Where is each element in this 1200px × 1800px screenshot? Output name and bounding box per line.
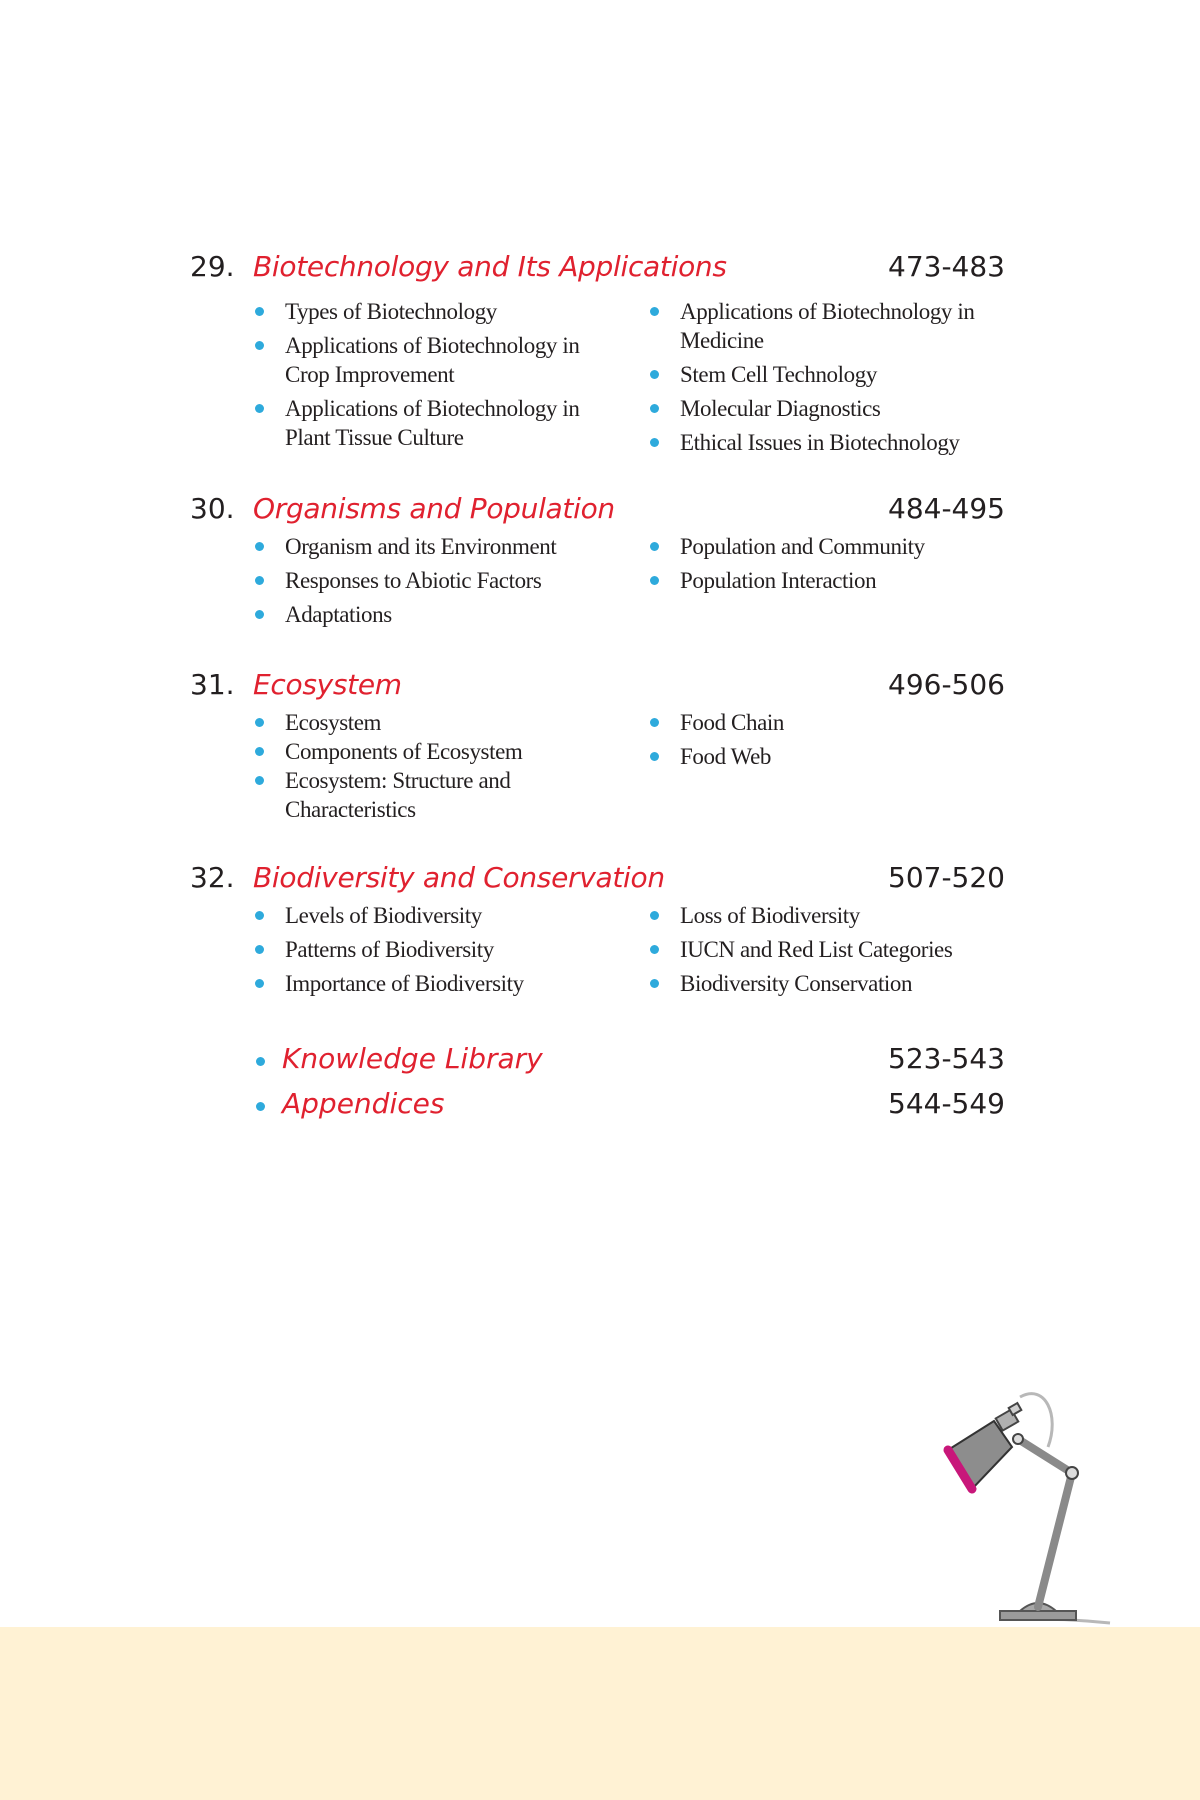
- topic-label: Food Web: [680, 744, 772, 769]
- topic-label: Levels of Biodiversity: [285, 903, 482, 928]
- bullet-icon: [255, 911, 264, 920]
- topic-item: [253, 600, 613, 629]
- entry-pages: 523-543: [888, 1042, 1005, 1075]
- toc-entry-appendices[interactable]: [0, 1087, 1200, 1127]
- topic-label: Applications of Biotechnology in Crop Improvement: [285, 333, 580, 387]
- topic-label: Applications of Biotechnology in Plant Tissue Culture: [285, 396, 580, 450]
- chapter-number: 29.: [190, 250, 235, 283]
- chapter-title[interactable]: Biodiversity and Conservation: [253, 861, 665, 894]
- toc-entry-knowledge-library[interactable]: [0, 1042, 1200, 1082]
- bullet-icon: [650, 370, 659, 379]
- chapter-heading: [0, 492, 1200, 536]
- bullet-icon: [255, 610, 264, 619]
- chapter-pages: 496-506: [888, 668, 1005, 701]
- bullet-icon: [256, 1102, 265, 1111]
- topic-item: [648, 742, 1008, 771]
- topic-item: [253, 532, 613, 561]
- topic-item: [253, 331, 613, 389]
- topic-item: [648, 708, 1008, 737]
- topic-label: Stem Cell Technology: [680, 362, 877, 387]
- topic-label: Adaptations: [285, 602, 392, 627]
- topic-list-left: [253, 532, 613, 629]
- topic-item: [648, 360, 1008, 389]
- topic-list-left: [253, 297, 613, 452]
- topic-label: Ecosystem: Structure and Characteristics: [285, 768, 511, 822]
- topic-label: Organism and its Environment: [285, 534, 557, 559]
- bullet-icon: [650, 307, 659, 316]
- bullet-icon: [255, 307, 264, 316]
- chapter-title[interactable]: Organisms and Population: [253, 492, 615, 525]
- chapter-pages: 507-520: [888, 861, 1005, 894]
- footer-band: [0, 1627, 1200, 1800]
- bullet-icon: [255, 979, 264, 988]
- topic-list-right: [648, 708, 1008, 771]
- topic-label: Molecular Diagnostics: [680, 396, 881, 421]
- topic-item: [253, 394, 613, 452]
- topic-label: Population Interaction: [680, 568, 877, 593]
- topic-item: [648, 901, 1008, 930]
- bullet-icon: [650, 542, 659, 551]
- chapter-title[interactable]: Ecosystem: [253, 668, 402, 701]
- chapter-number: 32.: [190, 861, 235, 894]
- chapter-pages: 473-483: [888, 250, 1005, 283]
- topic-label: Types of Biotechnology: [285, 299, 497, 324]
- topic-list-right: [648, 532, 1008, 595]
- bullet-icon: [255, 341, 264, 350]
- topic-label: Population and Community: [680, 534, 925, 559]
- topic-item: [253, 766, 613, 824]
- topic-list-right: [648, 901, 1008, 998]
- bullet-icon: [255, 542, 264, 551]
- topic-item: [648, 935, 1008, 964]
- topic-label: Ecosystem: [285, 710, 382, 735]
- desk-lamp-icon: [930, 1385, 1120, 1625]
- topic-label: Ethical Issues in Biotechnology: [680, 430, 960, 455]
- topic-label: Loss of Biodiversity: [680, 903, 860, 928]
- topic-item: [648, 297, 1008, 355]
- topic-list-left: [253, 708, 613, 824]
- bullet-icon: [256, 1057, 265, 1066]
- bullet-icon: [255, 404, 264, 413]
- topic-label: Food Chain: [680, 710, 784, 735]
- topic-item: [648, 969, 1008, 998]
- bullet-icon: [255, 747, 264, 756]
- topic-label: Components of Ecosystem: [285, 739, 523, 764]
- chapter-title[interactable]: Biotechnology and Its Applications: [253, 250, 727, 283]
- topic-label: Applications of Biotechnology in Medicine: [680, 299, 975, 353]
- entry-pages: 544-549: [888, 1087, 1005, 1120]
- topic-label: Responses to Abiotic Factors: [285, 568, 542, 593]
- chapter-heading: [0, 668, 1200, 712]
- entry-label: Knowledge Library: [282, 1042, 543, 1075]
- topic-item: [253, 737, 613, 766]
- topic-label: Importance of Biodiversity: [285, 971, 524, 996]
- topic-list-right: [648, 297, 1008, 457]
- topic-item: [253, 708, 613, 737]
- bullet-icon: [255, 718, 264, 727]
- topic-item: [253, 969, 613, 998]
- topic-label: Patterns of Biodiversity: [285, 937, 494, 962]
- bullet-icon: [255, 776, 264, 785]
- bullet-icon: [650, 979, 659, 988]
- chapter-number: 31.: [190, 668, 235, 701]
- bullet-icon: [650, 752, 659, 761]
- bullet-icon: [650, 438, 659, 447]
- topic-list-left: [253, 901, 613, 998]
- topic-item: [253, 901, 613, 930]
- topic-item: [648, 532, 1008, 561]
- topic-label: IUCN and Red List Categories: [680, 937, 953, 962]
- topic-item: [253, 297, 613, 326]
- bullet-icon: [650, 718, 659, 727]
- chapter-heading: [0, 250, 1200, 294]
- bullet-icon: [650, 911, 659, 920]
- bullet-icon: [255, 945, 264, 954]
- chapter-heading: [0, 861, 1200, 905]
- bullet-icon: [650, 576, 659, 585]
- topic-item: [648, 428, 1008, 457]
- topic-item: [253, 566, 613, 595]
- bullet-icon: [255, 576, 264, 585]
- topic-item: [648, 394, 1008, 423]
- topic-label: Biodiversity Conservation: [680, 971, 913, 996]
- topic-item: [253, 935, 613, 964]
- bullet-icon: [650, 404, 659, 413]
- chapter-pages: 484-495: [888, 492, 1005, 525]
- topic-item: [648, 566, 1008, 595]
- bullet-icon: [650, 945, 659, 954]
- entry-label: Appendices: [282, 1087, 445, 1120]
- chapter-number: 30.: [190, 492, 235, 525]
